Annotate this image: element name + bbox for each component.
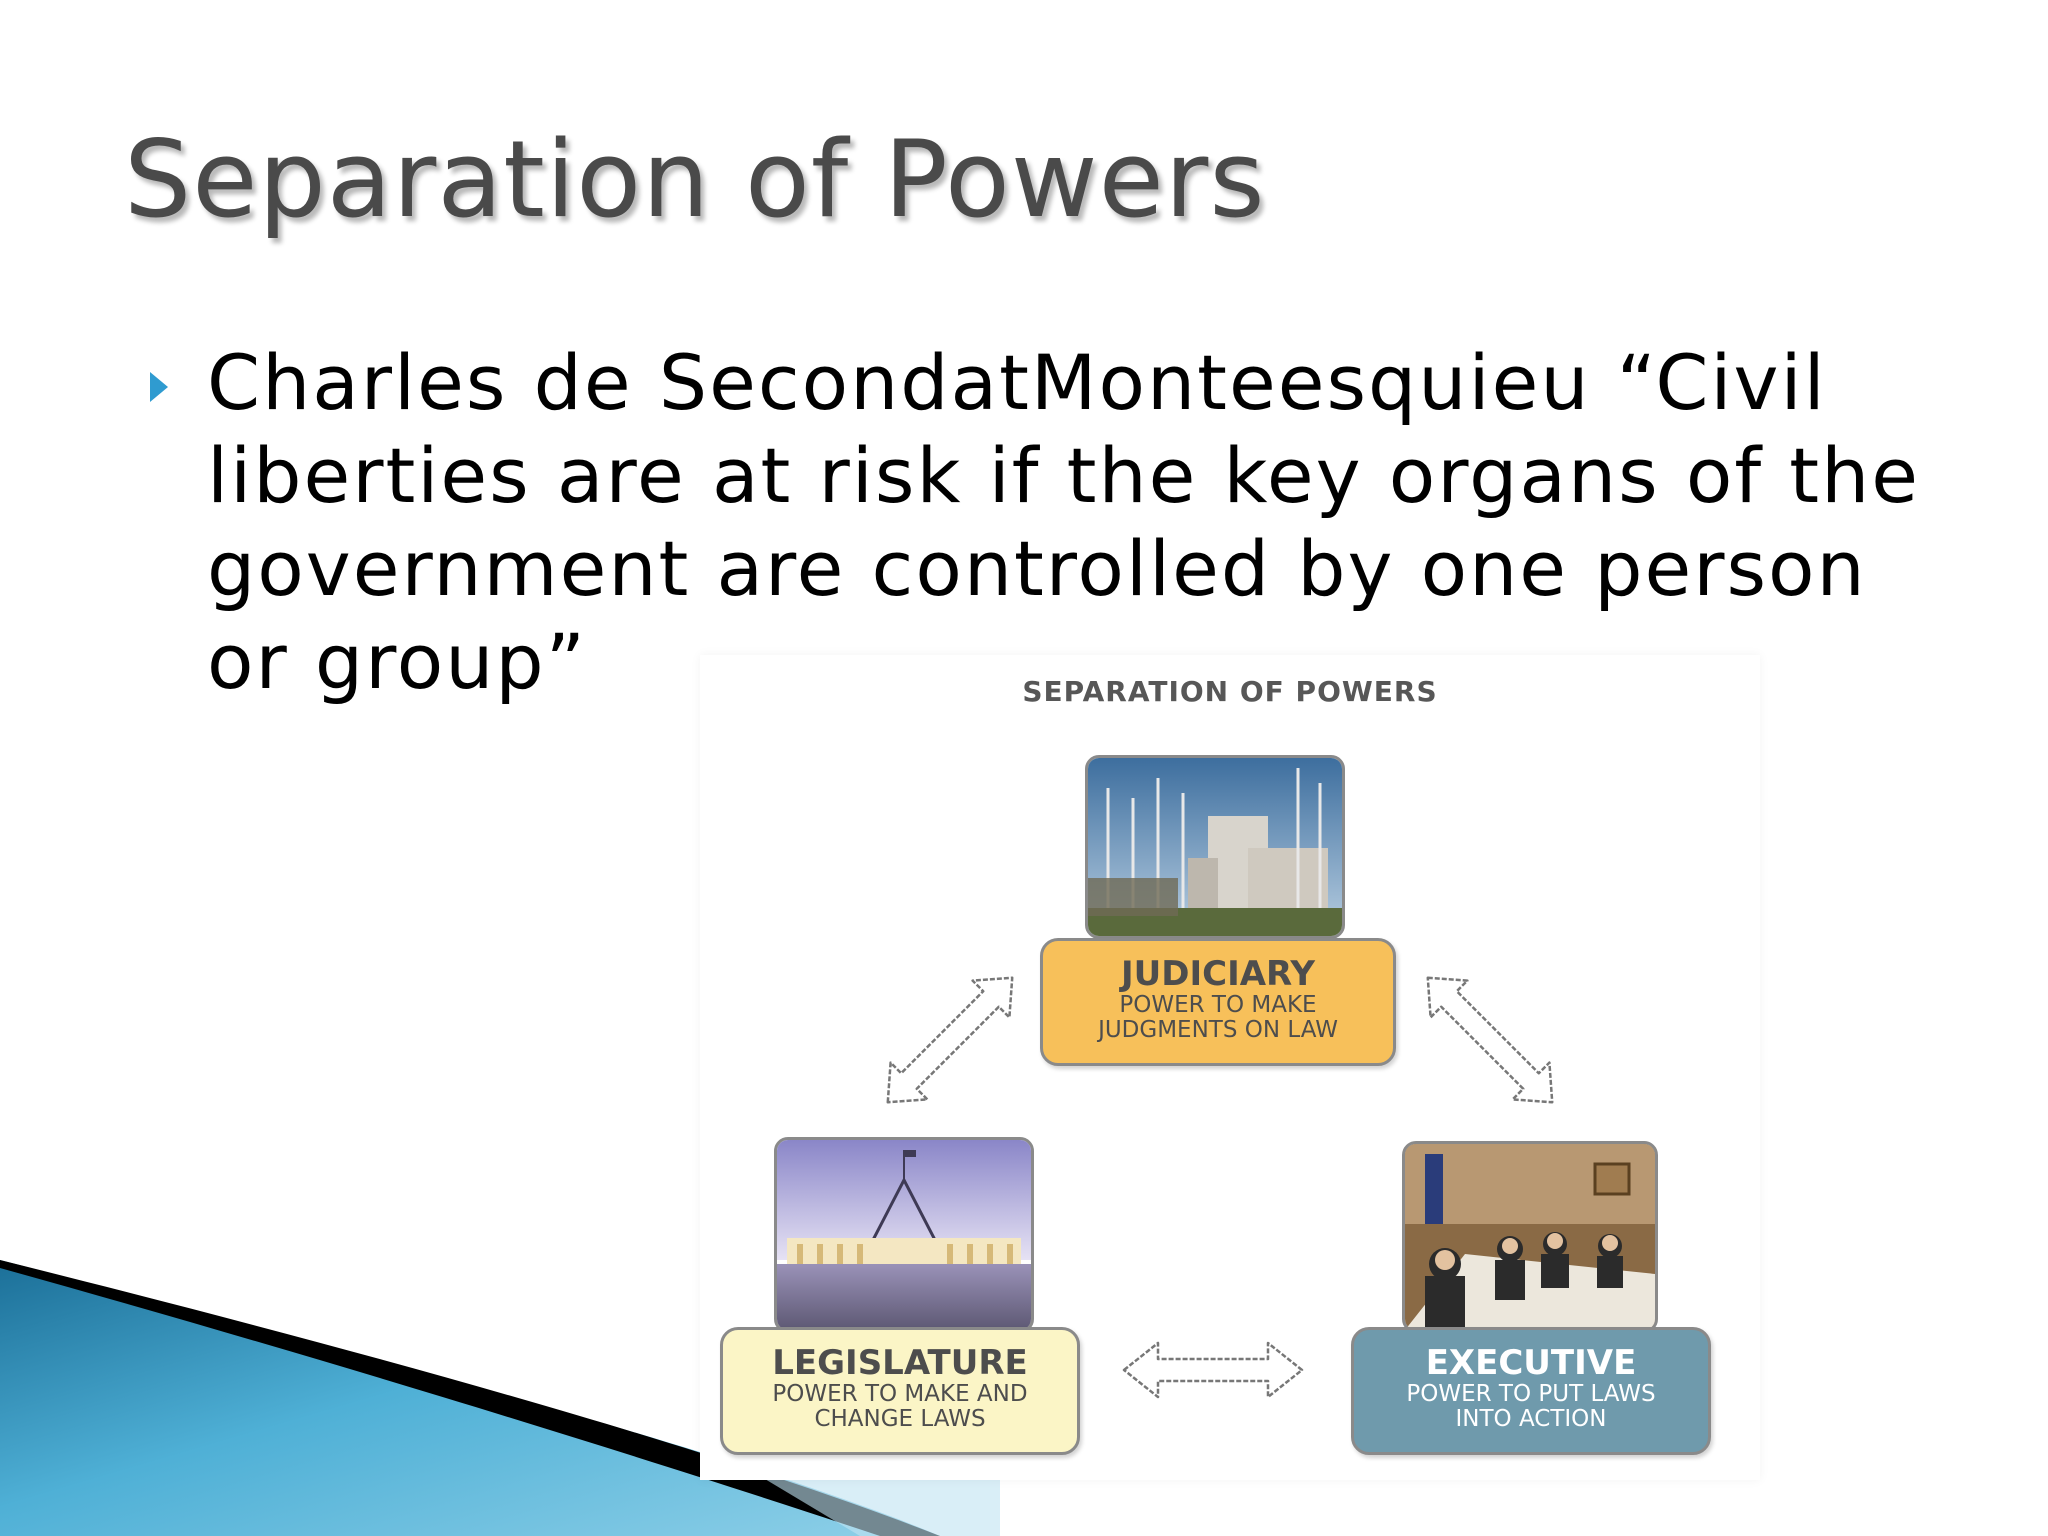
- legislature-description: POWER TO MAKE AND CHANGE LAWS: [772, 1381, 1028, 1432]
- legislature-name: LEGISLATURE: [772, 1343, 1028, 1383]
- executive-description: POWER TO PUT LAWS INTO ACTION: [1406, 1381, 1656, 1432]
- executive-box: [1351, 1327, 1711, 1455]
- judiciary-photo: [1085, 755, 1345, 939]
- bullet-text: Charles de SecondatMonteesquieu “Civil liberties are at risk if the key organs of the government are controlled by one person or group”: [207, 338, 1921, 706]
- triangle-bullet-icon: [150, 372, 168, 402]
- legislature-box: [720, 1327, 1080, 1455]
- judiciary-box: [1040, 938, 1396, 1066]
- double-headed-arrow-icon-right: [1390, 965, 1590, 1115]
- slide-title: Separation of Powers: [124, 118, 1266, 241]
- executive-photo: [1402, 1141, 1658, 1333]
- separation-diagram: [700, 655, 1760, 1480]
- diagram-title: SEPARATION OF POWERS: [1022, 675, 1438, 708]
- judiciary-name: JUDICIARY: [1121, 954, 1315, 994]
- executive-name: EXECUTIVE: [1425, 1343, 1637, 1383]
- judiciary-description: POWER TO MAKE JUDGMENTS ON LAW: [1098, 992, 1338, 1043]
- double-headed-arrow-icon-bottom: [1118, 1335, 1308, 1405]
- legislature-photo: [774, 1137, 1034, 1333]
- double-headed-arrow-icon-left: [850, 965, 1050, 1115]
